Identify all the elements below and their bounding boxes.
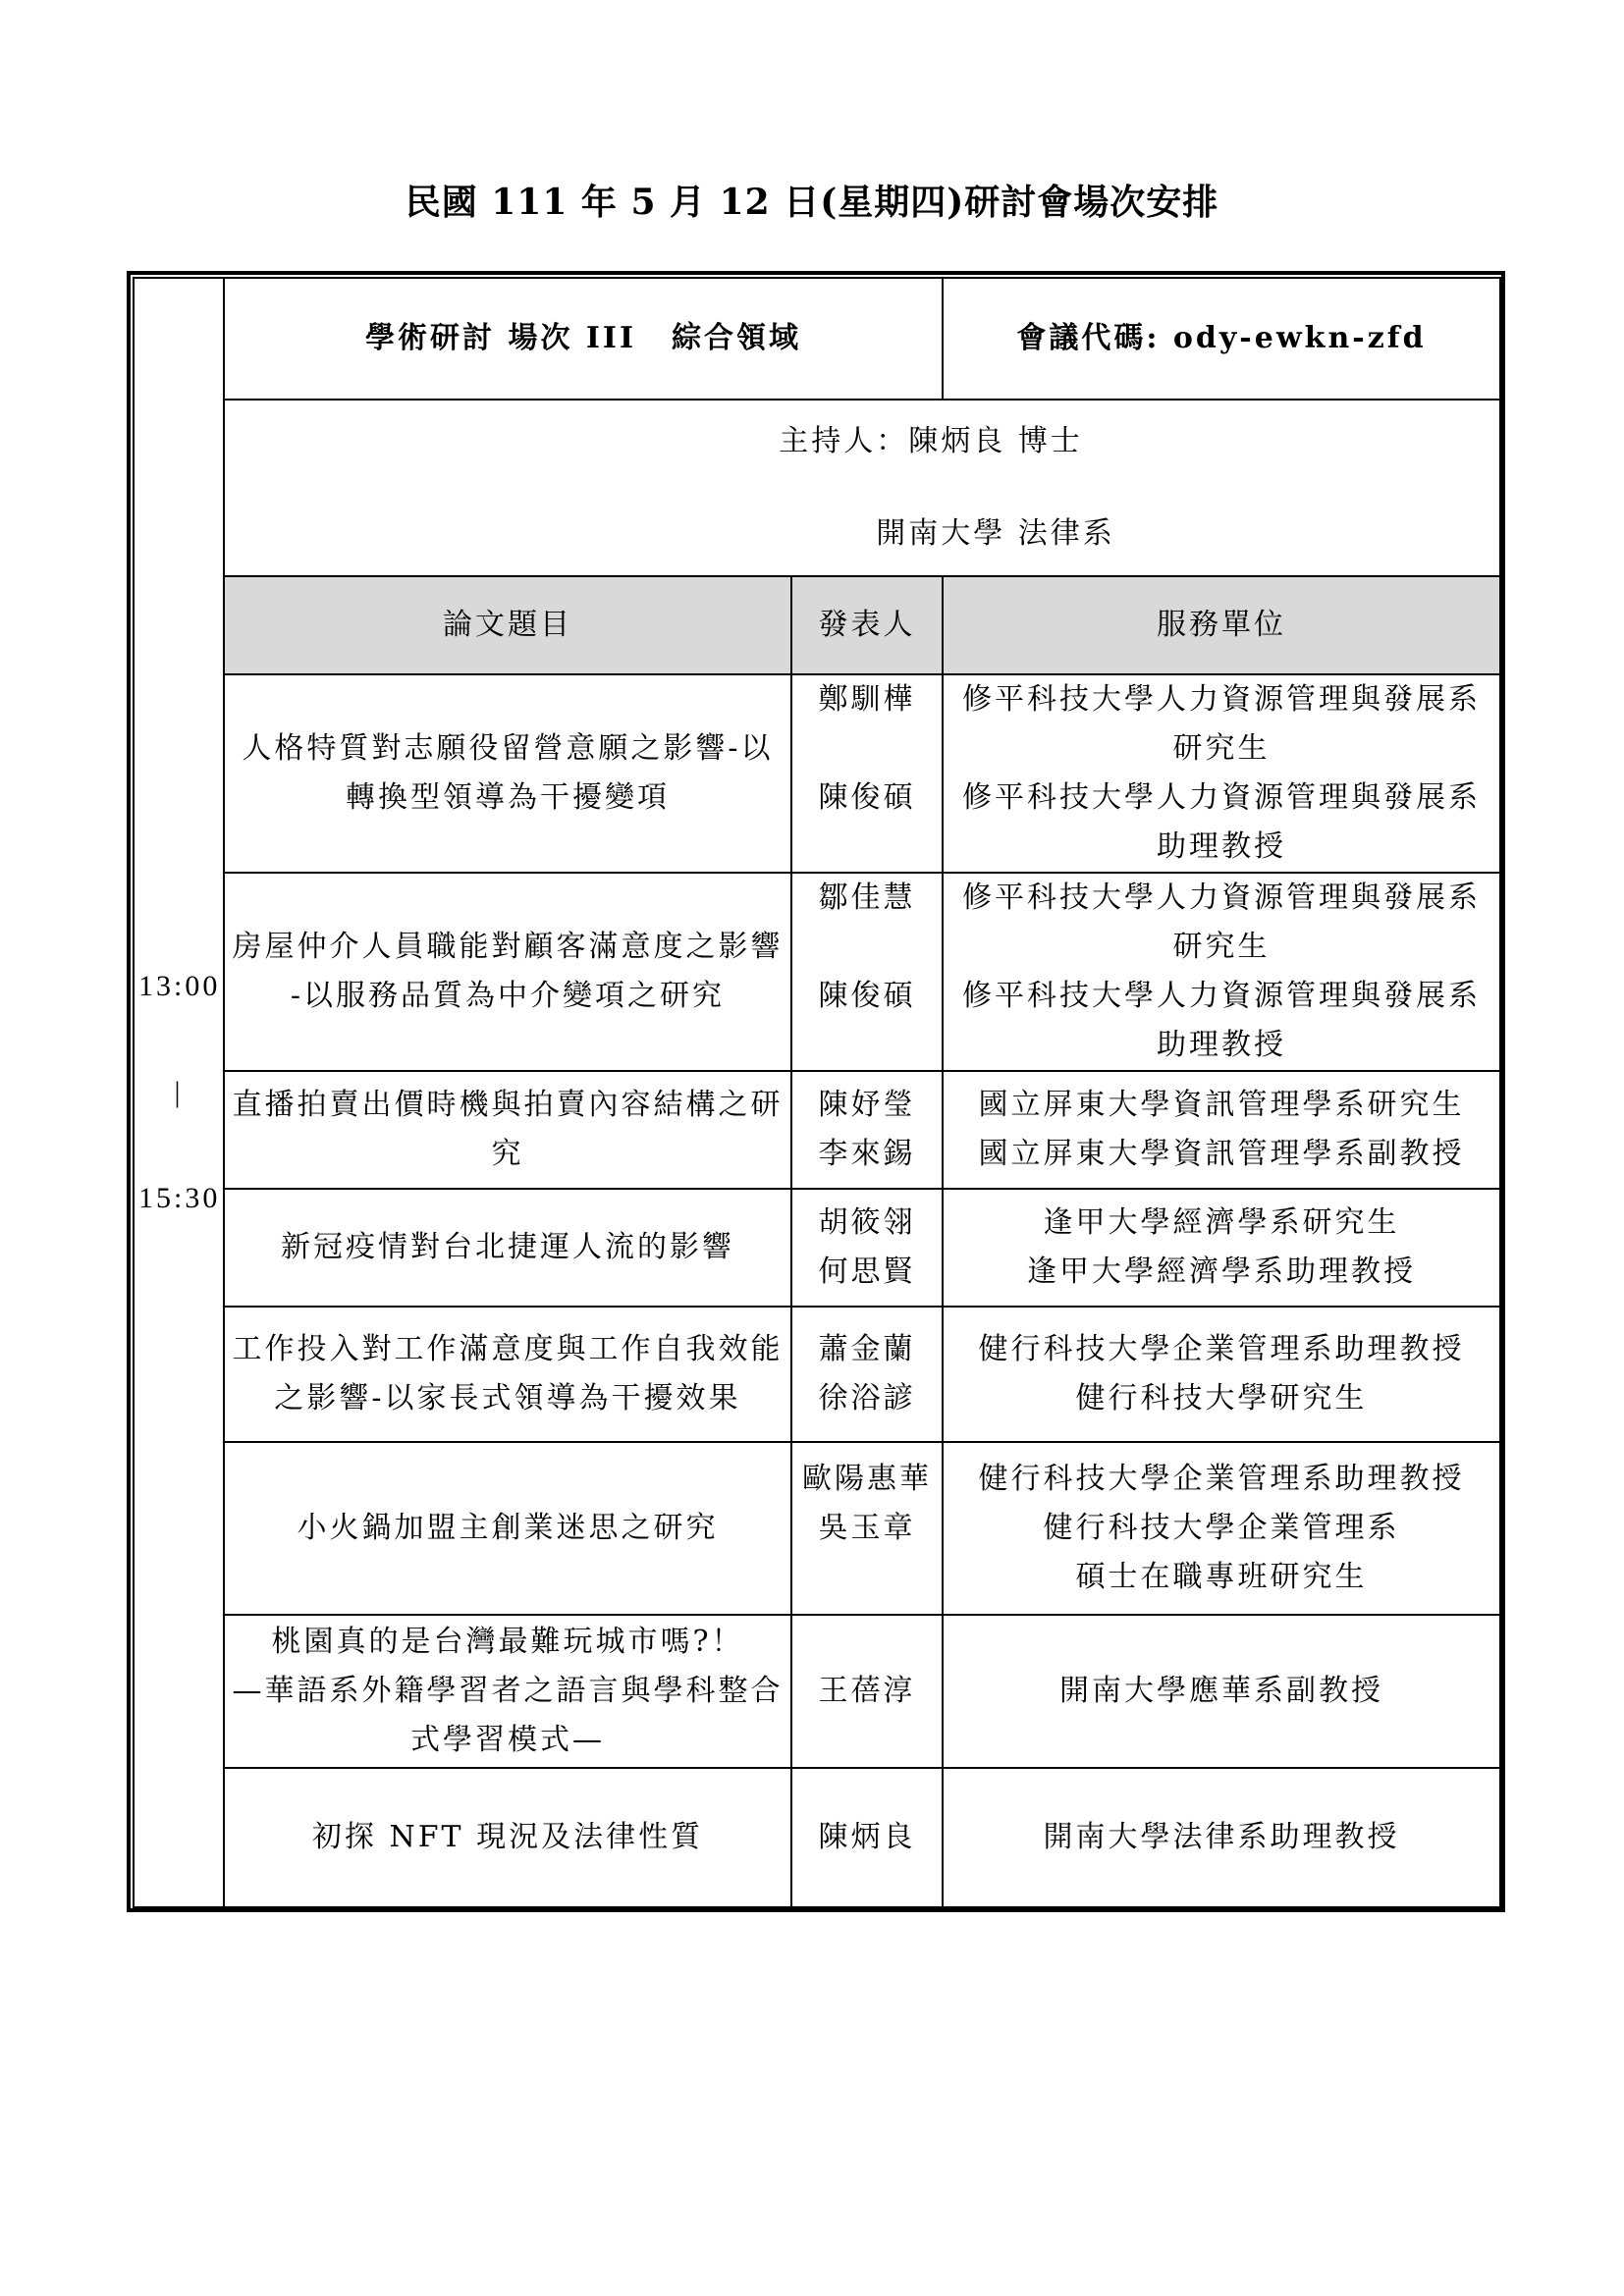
affiliations: 逢甲大學經濟學系研究生 逢甲大學經濟學系助理教授 xyxy=(943,1189,1500,1307)
host-affiliation: 開南大學 法律系 xyxy=(876,516,1115,551)
affiliations: 修平科技大學人力資源管理與發展系 研究生 修平科技大學人力資源管理與發展系 助理教授 xyxy=(943,674,1500,873)
time-end: 15:30 xyxy=(138,1182,221,1214)
presenters xyxy=(791,873,943,1071)
presenter-name: 王蓓淳 xyxy=(818,1674,916,1708)
session-title xyxy=(224,278,943,400)
table-row xyxy=(134,873,1500,1071)
table-row xyxy=(134,1071,1500,1189)
presenters xyxy=(791,1615,943,1768)
affiliations: 健行科技大學企業管理系助理教授 健行科技大學研究生 xyxy=(943,1307,1500,1442)
table-row xyxy=(134,674,1500,873)
presenter-name: 陳俊碩 xyxy=(818,780,916,815)
paper-title: 房屋仲介人員職能對顧客滿意度之影響 -以服務品質為中介變項之研究 xyxy=(224,873,791,1071)
presenter-name: 歐陽惠華 xyxy=(802,1462,932,1496)
table-row xyxy=(134,1442,1500,1615)
affiliations: 修平科技大學人力資源管理與發展系 研究生 修平科技大學人力資源管理與發展系 助理教授 xyxy=(943,873,1500,1071)
session-title-field: 綜合領域 xyxy=(672,321,801,355)
paper-title: 工作投入對工作滿意度與工作自我效能 之影響-以家長式領導為干擾效果 xyxy=(224,1307,791,1442)
presenters xyxy=(791,1189,943,1307)
affiliations: 開南大學應華系副教授 xyxy=(943,1615,1500,1768)
presenter-name: 鄭馴樺 xyxy=(818,682,916,717)
presenter-name: 何思賢 xyxy=(818,1255,916,1289)
presenter-name: 陳妤瑩 xyxy=(818,1088,916,1122)
column-header-presenter: 發表人 xyxy=(791,576,943,674)
time-range-cell xyxy=(134,278,224,1907)
table-row xyxy=(134,1768,1500,1907)
presenter-name: 鄒佳慧 xyxy=(818,881,916,915)
presenters xyxy=(791,1307,943,1442)
paper-title: 小火鍋加盟主創業迷思之研究 xyxy=(224,1442,791,1615)
paper-title: 新冠疫情對台北捷運人流的影響 xyxy=(224,1189,791,1307)
column-header-affiliation: 服務單位 xyxy=(943,576,1500,674)
host-cell xyxy=(224,400,1500,576)
presenter-name: 胡筱翎 xyxy=(818,1205,916,1240)
affiliations: 開南大學法律系助理教授 xyxy=(943,1768,1500,1907)
meeting-code: 會議代碼: ody-ewkn-zfd xyxy=(943,278,1500,400)
affiliations: 國立屏東大學資訊管理學系研究生 國立屏東大學資訊管理學系副教授 xyxy=(943,1071,1500,1189)
presenters xyxy=(791,1442,943,1615)
table-row xyxy=(134,1307,1500,1442)
presenter-name: 陳俊碩 xyxy=(818,979,916,1013)
presenter-name: 蕭金蘭 xyxy=(818,1332,916,1366)
presenters xyxy=(791,1768,943,1907)
paper-title: 桃園真的是台灣最難玩城市嗎?！ —華語系外籍學習者之語言與學科整合 式學習模式— xyxy=(224,1615,791,1768)
host-row xyxy=(134,400,1500,576)
page-title: 民國 111 年 5 月 12 日(星期四)研討會場次安排 xyxy=(405,182,1219,223)
time-separator: | xyxy=(174,1076,184,1108)
paper-title: 人格特質對志願役留營意願之影響-以 轉換型領導為干擾變項 xyxy=(224,674,791,873)
host-name: 主持人：陳炳良 博士 xyxy=(779,424,1083,458)
presenters xyxy=(791,1071,943,1189)
column-header-row xyxy=(134,576,1500,674)
table-row xyxy=(134,1189,1500,1307)
presenter-name: 陳炳良 xyxy=(818,1820,916,1854)
paper-title: 直播拍賣出價時機與拍賣內容結構之研 究 xyxy=(224,1071,791,1189)
session-title-name: 學術研討 場次 III xyxy=(365,321,636,355)
affiliations: 健行科技大學企業管理系助理教授 健行科技大學企業管理系 碩士在職專班研究生 xyxy=(943,1442,1500,1615)
schedule-table xyxy=(133,277,1501,1908)
presenter-name: 李來錫 xyxy=(818,1137,916,1171)
time-start: 13:00 xyxy=(138,970,221,1002)
presenters xyxy=(791,674,943,873)
presenter-name: 吳玉章 xyxy=(818,1511,916,1545)
session-header-row xyxy=(134,278,1500,400)
table-row xyxy=(134,1615,1500,1768)
column-header-paper: 論文題目 xyxy=(224,576,791,674)
paper-title: 初探 NFT 現況及法律性質 xyxy=(224,1768,791,1907)
presenter-name: 徐浴諺 xyxy=(818,1381,916,1415)
